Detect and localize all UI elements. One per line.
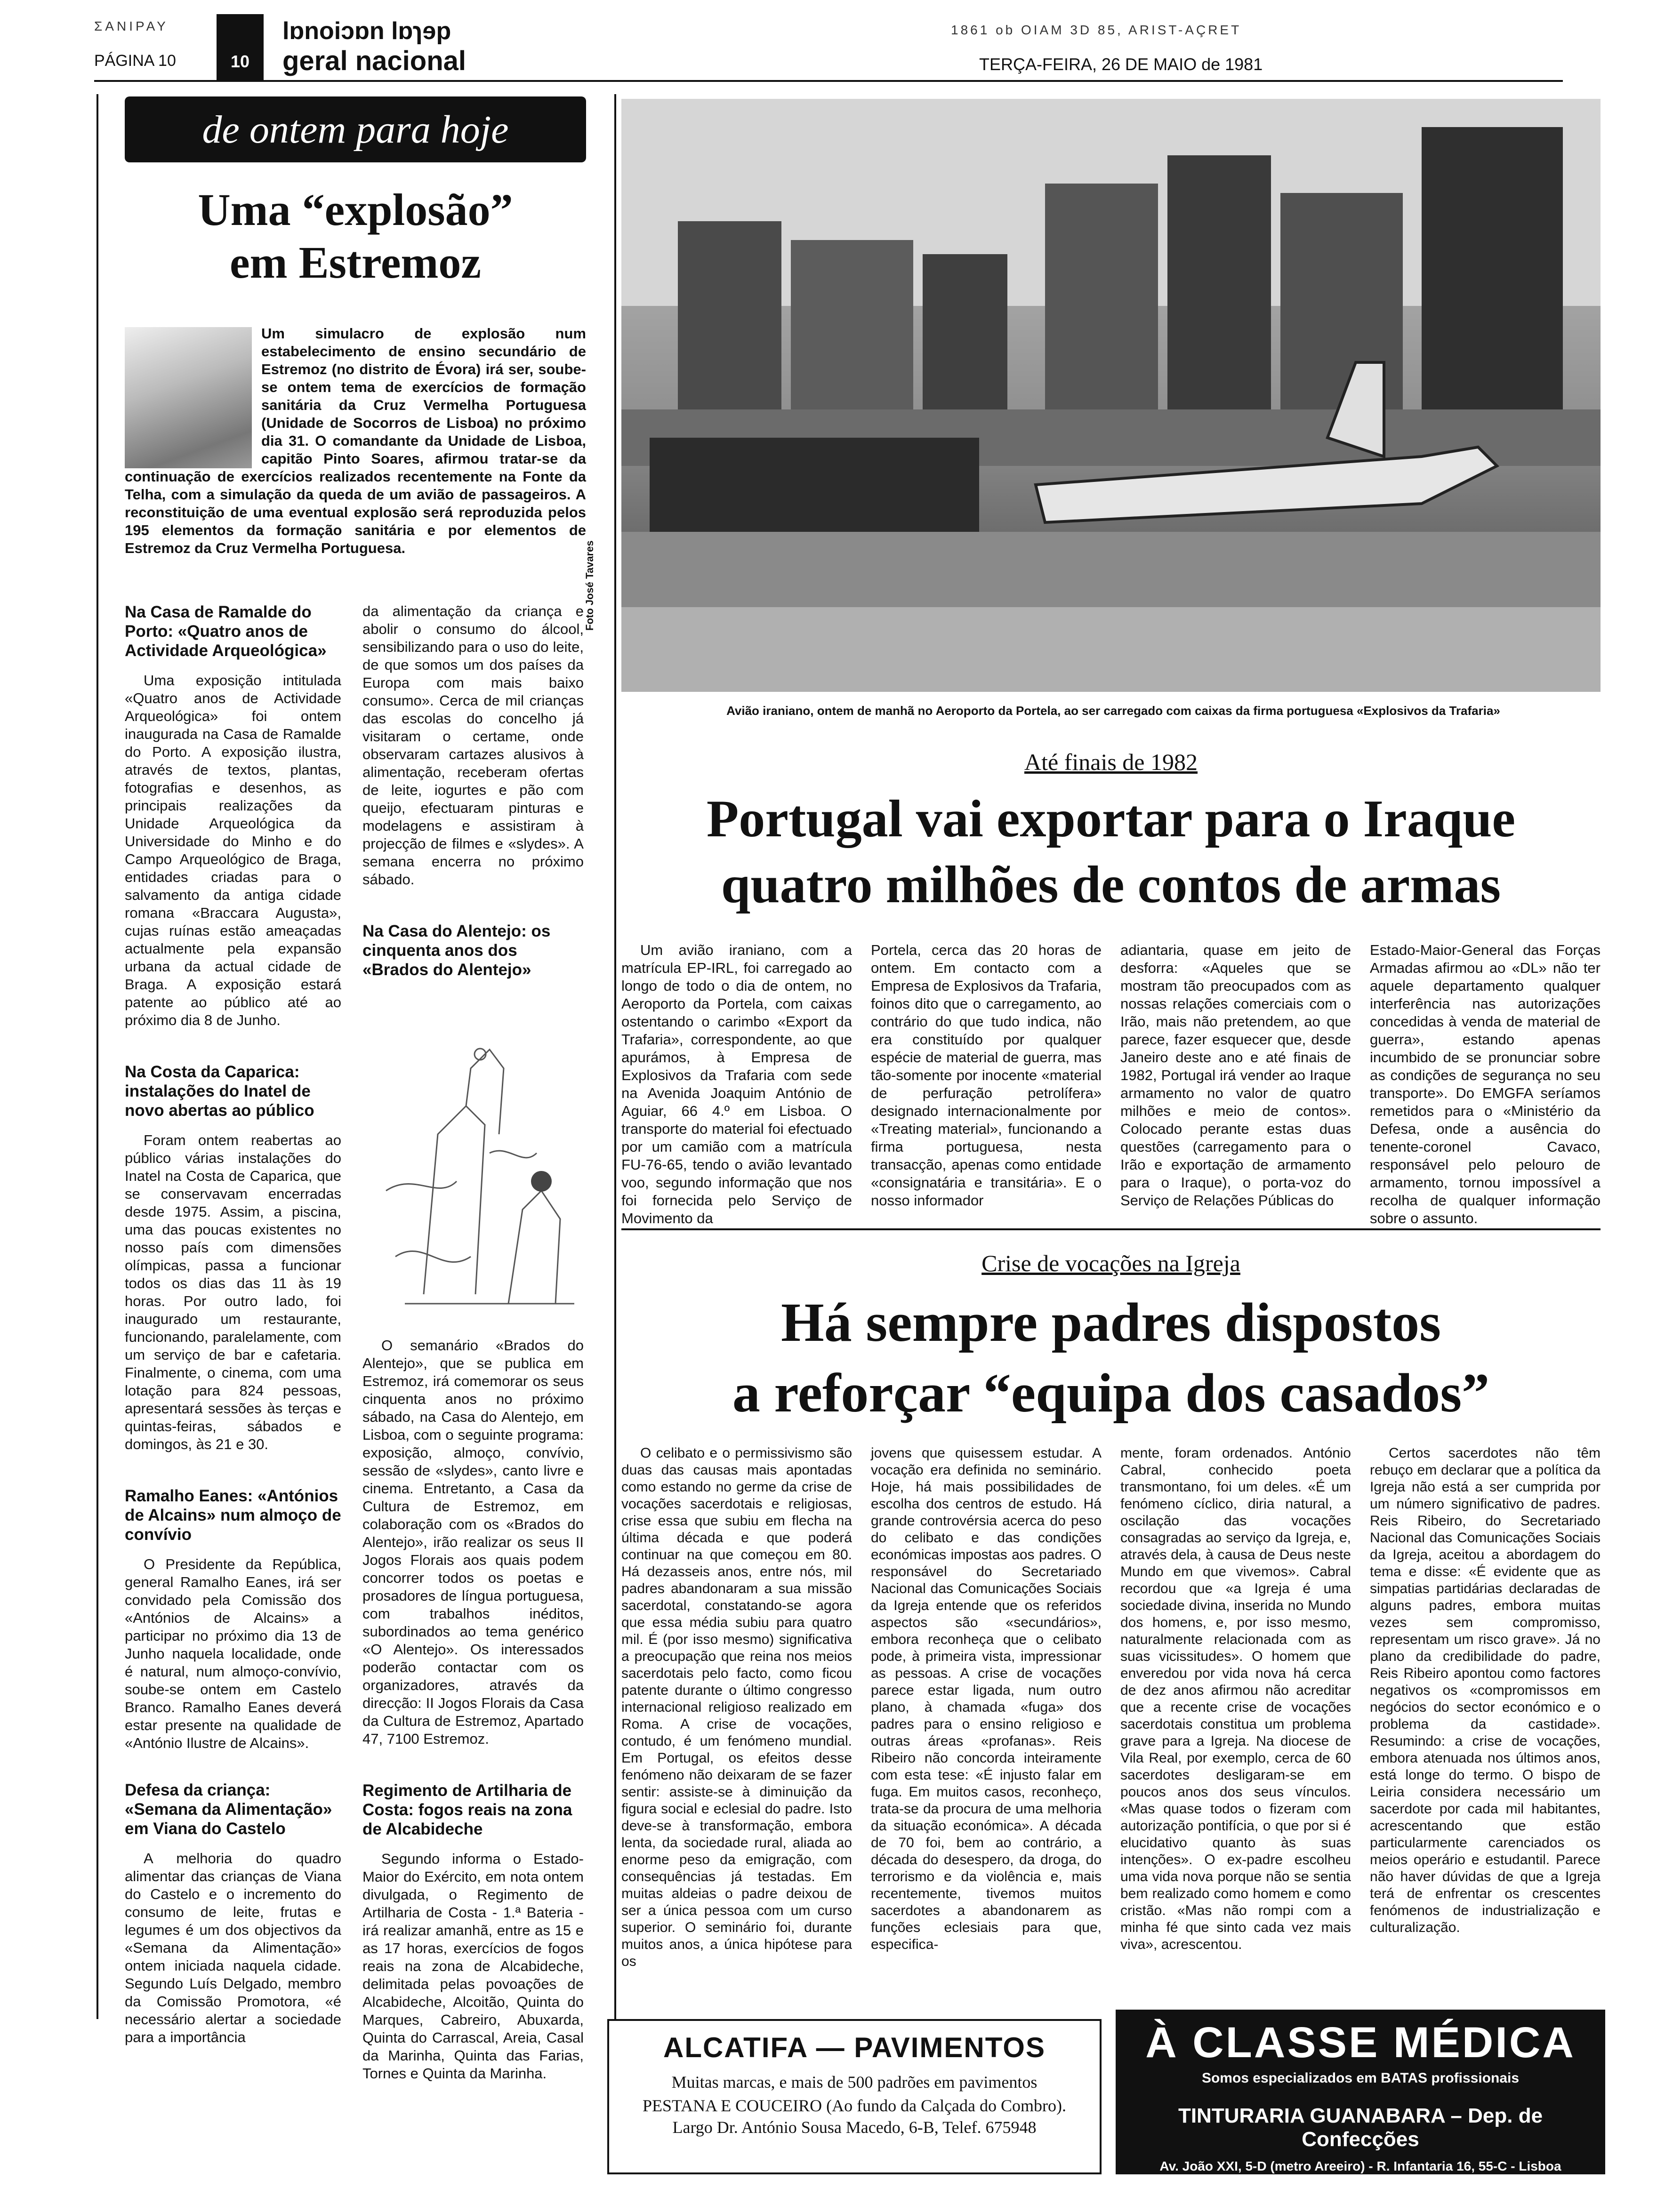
masthead-top-left-mirror: ΣΑΝΙΡΑΥ bbox=[94, 19, 169, 33]
iraque-column-3: adiantaria, quase em jeito de desforra: «Aqueles que se mostram tão preocupados com as nossas relações comerciais com o Irão, mais não pretendem, ao que parece, fazer esquecer que, desde Janeiro deste ano e até finais de 1982, Portugal irá vender ao Iraque armamento no valor de quatro milhões e meio de contos». Colocado perante estas duas questões (carregamento para o Irão e exportação de armamento para o Iraque), o porta-voz do Serviço de Relações Públicas do bbox=[1120, 942, 1351, 1209]
regimento-body: Segundo informa o Estado-Maior do Exército, em nota ontem divulgada, o Regimento de Artilharia de Costa - 1.ª Bateria - irá realizar amanhã, entre as 15 e as 17 horas, exercícios de fogos reais na zona de Alcabideche, delimitada pelas povoações de Alcabideche, Alcoitão, Quinta do Marques, Cabreiro, Abuxarda, Quinta do Carrascal, Areia, Casal da Marinha, Quinta das Farias, Tornes e Quinta da Marinha. bbox=[362, 1851, 584, 2082]
article-ramalde bbox=[125, 602, 341, 1029]
left-area-border-right bbox=[614, 94, 616, 2019]
left-column-2 bbox=[362, 602, 584, 991]
article-caparica-body: Foram ontem reabertas ao público várias instalações do Inatel na Costa de Caparica, que se conservavam encerradas desde 1975. Assim, a piscina, uma das poucas existentes no nosso país com dimensões olímpicas, passa a funcionar todos os dias das 11 às 19 horas. Por outro lado, foi inaugurado um restaurante, funcionando, paralelamente, com um serviço de bar e cafetaria. Finalmente, o cinema, com uma lotação para 824 pessoas, apresentará sessões às terças e quintas-feiras, sábados e domingos, às 21 e 30. bbox=[125, 1132, 341, 1452]
ad-alcatifa-line2: PESTANA E COUCEIRO (Ao fundo da Calçada do Combro). Largo Dr. António Sousa Macedo, 6-B, Telef. 675948 bbox=[642, 2096, 1067, 2137]
estremoz-title-line2: em Estremoz bbox=[230, 237, 481, 288]
padres-column-3: mente, foram ordenados. António Cabral, conhecido poeta transmontano, foi um deles. «É um fenómeno cíclico, diria natural, a oscilação das vocações consagradas ao serviço da Igreja, e, através dela, à causa de Deus neste Mundo em que vivemos». Cabral recordou que «a Igreja é uma sociedade divina, inserida no Mundo dos homens, e, por isso mesmo, naturalmente relacionada com as suas vicissitudes». O homem que enveredou por vida nova há cerca de dez anos afirmou não acreditar que a recente crise de vocações sacerdotais constitua um problema grave para a Igreja. Na diocese de Vila Real, por exemplo, cerca de 60 sacerdotes desligaram-se em poucos anos dos seus vínculos. «Mas quase todos o fizeram com autorização pontifícia, o que por si é elucidativo quanto às suas intenções». O ex-padre escolheu uma vida nova porque não se sentia bem realizado como homem e como cristão. «Mas não rompi com a minha fé que sinto cada vez mais viva», acrescentou. bbox=[1120, 1445, 1351, 1952]
iraque-bottom-rule bbox=[621, 1228, 1601, 1230]
article-eanes-body: O Presidente da República, general Ramalho Eanes, irá ser convidado pela Comissão dos «Antónios de Alcains» a participar no próximo dia 13 de Junho naquela localidade, onde é natural, num almoço-convívio, soube-se ontem em Castelo Branco. Ramalho Eanes deverá estar presente na qualidade de «António Ilustre de Alcains». bbox=[125, 1556, 341, 1751]
ad-alcatifa-title: ALCATIFA — PAVIMENTOS bbox=[663, 2032, 1046, 2063]
article-crianca bbox=[125, 1780, 341, 2046]
padres-kicker: Crise de vocações na Igreja bbox=[981, 1250, 1240, 1276]
iraque-column-1: Um avião iraniano, com a matrícula EP-IRL, foi carregado ao longo de todo o dia de ontem, no Aeroporto da Portela, com caixas ostentando o carimbo «Export da Trafaria», correspondente, ao que apurámos, à Empresa de Explosivos da Trafaria com sede na Avenida Joaquim António de Aguiar, 66 4.º em Lisboa. O transporte do material foi efectuado por um camião com a matrícula FU-76-65, tendo o avião levantado voo, segundo informação que nos foi fornecida pelo Serviço de Movimento da bbox=[621, 942, 852, 1226]
ad-alcatifa-line1: Muitas marcas, e mais de 500 padrões em pavimentos bbox=[671, 2073, 1038, 2092]
masthead-top-right-mirror: 1861 ob OIAM 3D 85, ARIST-AÇRET bbox=[951, 23, 1242, 37]
iraque-headline-line2: quatro milhões de contos de armas bbox=[721, 856, 1501, 914]
ad-classe-company: TINTURARIA GUANABARA – Dep. de Confecções bbox=[1178, 2104, 1543, 2151]
regimento-heading: Regimento de Artilharia de Costa: fogos reais na zona de Alcabideche bbox=[362, 1781, 572, 1838]
brados-heading: Na Casa do Alentejo: os cinquenta anos dos «Brados do Alentejo» bbox=[362, 922, 551, 979]
padres-headline bbox=[621, 1287, 1601, 1428]
iraque-column-4: Estado-Maior-General das Forças Armadas afirmou ao «DL» não ter aquele departamento qualquer interferência nas autorizações concedidas à venda de material de guerra», estando apenas incumbido de se pronunciar sobre as condições de segurança no seu transporte». Do EMGFA seríamos remetidos para o «Ministério da Defesa, onde a ausência do tenente-coronel Cavaco, responsável pelo pelouro de armamento, tornou impossível a recolha de qualquer informação sobre o assunto. bbox=[1370, 942, 1601, 1226]
brados-illustration bbox=[367, 1012, 584, 1318]
iraque-headline bbox=[621, 786, 1601, 918]
estremoz-title bbox=[108, 184, 603, 289]
article-crianca-body: A melhoria do quadro alimentar das crianças de Viana do Castelo e o incremento do consumo de leite, frutas e legumes é um dos objectivos da «Semana da Alimentação» ontem iniciada naquela cidade. Segundo Luís Delgado, membro da Comissão Promotora, «é necessário alertar a sociedade para a importância bbox=[125, 1850, 341, 2045]
photo-caption: Avião iraniano, ontem de manhã no Aeroporto da Portela, ao ser carregado com caixas da firma portuguesa «Explosivos da Trafaria» bbox=[726, 704, 1500, 718]
ad-classe-title: À CLASSE MÉDICA bbox=[1145, 2019, 1576, 2067]
crianca-continuation: da alimentação da criança e abolir o consumo do álcool, sensibilizando para o uso do leite, de que somos um dos países da Europa com mais baixo consumo». Cerca de mil crianças das escolas do concelho já visitaram o certame, onde observaram cartazes alusivos à alimentação, receberam ofertas de leite, iogurtes e pão com queijo, efectuaram pinturas e modelagens e assistiram à projecção de filmes e «slydes». A semana encerra no próximo sábado. bbox=[362, 603, 584, 888]
left-column-2-lower bbox=[362, 1337, 584, 2083]
page-badge: 10 bbox=[230, 52, 250, 71]
padres-headline-line2: a reforçar “equipa dos casados” bbox=[732, 1362, 1490, 1424]
article-eanes bbox=[125, 1486, 341, 1752]
ad-classe-subtitle: Somos especializados em BATAS profissionais bbox=[1201, 2070, 1520, 2086]
airplane-photo bbox=[621, 99, 1601, 692]
left-area-border-left bbox=[97, 94, 98, 2019]
ad-classe-medica bbox=[1116, 2010, 1605, 2174]
article-caparica bbox=[125, 1062, 341, 1453]
article-caparica-heading: Na Costa da Caparica: instalações do Inatel de novo abertas ao público bbox=[125, 1063, 314, 1120]
padres-headline-line1: Há sempre padres dispostos bbox=[781, 1291, 1441, 1353]
padres-columns bbox=[621, 1445, 1601, 1970]
page-number-label: PÁGINA 10 bbox=[94, 52, 176, 70]
iraque-columns bbox=[621, 941, 1601, 1227]
estremoz-body: Um simulacro de explosão num estabelecimento de ensino secundário de Estremoz (no distrito de Évora) irá ser, soube-se ontem tema de exercícios de formação sanitária da Cruz Vermelha Portuguesa (Unidade de Socorros de Lisboa) no próximo dia 31. O comandante da Unidade de Lisboa, capitão Pinto Soares, afirmou tratar-se da continuação de exercícios realizados recentemente na Fonte da Telha, com a simulação da queda de um avião de passageiros. A reconstituição de uma eventual explosão será reproduzida pelos 195 elementos da formação sanitária e por elementos de Estremoz da Cruz Vermelha Portuguesa. bbox=[125, 325, 586, 556]
iraque-kicker: Até finais de 1982 bbox=[1024, 749, 1198, 775]
article-ramalde-body: Uma exposição intitulada «Quatro anos de Actividade Arqueológica» foi ontem inaugurada na Casa de Ramalde do Porto. A exposição ilustra, através de textos, plantas, fotografias e desenhos, as principais realizações da Unidade Arqueológica da Universidade do Minho e do Campo Arqueológico de Braga, entidades criadas para o salvamento da antiga cidade romana «Braccara Augusta», cujas ruínas estão ameaçadas actualmente pela expansão urbana da actual cidade de Braga. A exposição estará patente ao público até ao próximo dia 8 de Junho. bbox=[125, 672, 341, 1028]
section-mirror-title: lɒnoiɔɒn lɒɿɘp bbox=[282, 17, 451, 45]
ad-classe-address: Av. João XXI, 5-D (metro Areeiro) - R. Infantaria 16, 55-C - Lisboa bbox=[1159, 2159, 1561, 2173]
left-column-1 bbox=[125, 602, 341, 2046]
masthead-rule bbox=[94, 80, 1563, 82]
section-title: geral nacional bbox=[282, 46, 467, 76]
brados-body: O semanário «Brados do Alentejo», que se publica em Estremoz, irá comemorar os seus cinquenta anos no próximo sábado, na Casa do Alentejo, em Lisboa, com o seguinte programa: exposição, almoço, convívio, sessão de «slydes», canto livre e cinema. Entretanto, a Casa da Cultura de Estremoz, em colaboração com os «Brados do Alentejo», irão realizar os seus II Jogos Florais aos quais podem concorrer todos os poetas e prosadores de língua portuguesa, com trabalhos inéditos, subordinados ao tema genérico «O Alentejo». Os interessados poderão contactar com os organizadores, através da direcção: II Jogos Florais da Casa da Cultura de Estremoz, Apartado 47, 7100 Estremoz. bbox=[362, 1337, 584, 1747]
padres-column-4: Certos sacerdotes não têm rebuço em declarar que a política da Igreja não está a ser cumprida por um número significativo de padres. Reis Ribeiro, do Secretariado Nacional das Comunicações Sociais da Igreja, aceitou a abordagem do tema e disse: «É evidente que as simpatias partidárias declaradas de alguns padres, embora muitas vezes sem compromisso, representam um risco grave». Já no plano da credibilidade do padre, Reis Ribeiro apontou como factores negativos os «compromissos em negócios do sector económico e o problema da castidade». Resumindo: a crise de vocações, embora atenuada nos últimos anos, está longe do termo. O bispo de Leiria considera necessário um sacerdote por cada mil habitantes, acrescentando que estão particularmente carenciados os meios operário e estudantil. Parece não haver dúvidas de que a Igreja terá de enfrentar os crescentes fenómenos de industrialização e culturalização. bbox=[1370, 1445, 1601, 1935]
sketch-illustration bbox=[367, 1012, 584, 1318]
padres-column-1: O celibato e o permissivismo são duas das causas mais apontadas como estando no germe da crise de vocações sacerdotais e religiosas, crise essa que subiu em flecha na última década e que poderá continuar na que começou em 80. Há dezasseis anos, entre nós, mil padres abandonaram a sua missão sacerdotal, constatando-se agora que essa média subiu para quatro mil. É (por isso mesmo) significativa a preocupação que reina nos meios sacerdotais pelo facto, como ficou patente durante o último congresso internacional religioso realizado em Roma. A crise de vocações, contudo, é um fenómeno mundial. Em Portugal, os efeitos desse fenómeno não deixaram de se fazer sentir: assiste-se à diminuição da figura social e eclesial do padre. Isto deve-se à transformação, embora lenta, da sociedade rural, aliada ao enorme peso da emigração, com consequências já testadas. Em muitas aldeias o padre deixou de ser a única pessoa com um curso superior. O seminário foi, durante muitos anos, a única hipótese para os bbox=[621, 1445, 852, 1969]
article-ramalde-heading: Na Casa de Ramalde do Porto: «Quatro anos de Actividade Arqueológica» bbox=[125, 603, 327, 660]
photo-credit: Foto José Tavares bbox=[584, 540, 595, 631]
article-crianca-heading: Defesa da criança: «Semana da Alimentação» em Viana do Castelo bbox=[125, 1781, 332, 1838]
column-banner bbox=[125, 96, 586, 162]
padres-column-2: jovens que quisessem estudar. A vocação era definida no seminário. Hoje, há mais possibilidades de escolha dos centros de estudo. Há grande controvérsia acerca do peso do celibato e das condições económicas impostas aos padres. O responsável do Secretariado Nacional das Comunicações Sociais da Igreja entende que os referidos aspectos são «secundários», embora reconheça que o celibato pode, à primeira vista, impressionar as pessoas. A crise de vocações parece estar ligada, num outro plano, à chamada «fuga» dos padres para o ensino religioso e outras áreas «profanas». Reis Ribeiro não concorda inteiramente com esta tese: «É injusto falar em fuga. Em muitos casos, reconheço, trata-se da procura de uma melhoria da situação económica». A década de 70 foi, bem ao contrário, a década do desespero, da droga, do terrorismo e da violência e, mais recentemente, tivemos muitos sacerdotes a abandonarem as funções eclesiais para que, especifica- bbox=[871, 1445, 1102, 1952]
iraque-column-2: Portela, cerca das 20 horas de ontem. Em contacto com a Empresa de Explosivos da Trafaria, foinos dito que o carregamento, ao contrário do que tudo indica, não era constituído por qualquer espécie de material de guerra, mas tão-somente por inocente «material de perfuração petrolífera» designado internacionalmente por «Treating material», funcionando a firma portuguesa, nesta transacção, apenas como entidade «consignatária e transitária». E o nosso informador bbox=[871, 942, 1102, 1209]
ad-alcatifa bbox=[607, 2019, 1102, 2174]
article-eanes-heading: Ramalho Eanes: «Antónios de Alcains» num almoço de convívio bbox=[125, 1487, 341, 1544]
airport-scene bbox=[621, 99, 1601, 692]
estremoz-title-line1: Uma “explosão” bbox=[198, 184, 513, 235]
masthead bbox=[0, 0, 1657, 82]
iraque-headline-line1: Portugal vai exportar para o Iraque bbox=[706, 790, 1516, 848]
column-banner-title: de ontem para hoje bbox=[202, 107, 509, 152]
masthead-date: TERÇA-FEIRA, 26 DE MAIO de 1981 bbox=[979, 55, 1263, 74]
